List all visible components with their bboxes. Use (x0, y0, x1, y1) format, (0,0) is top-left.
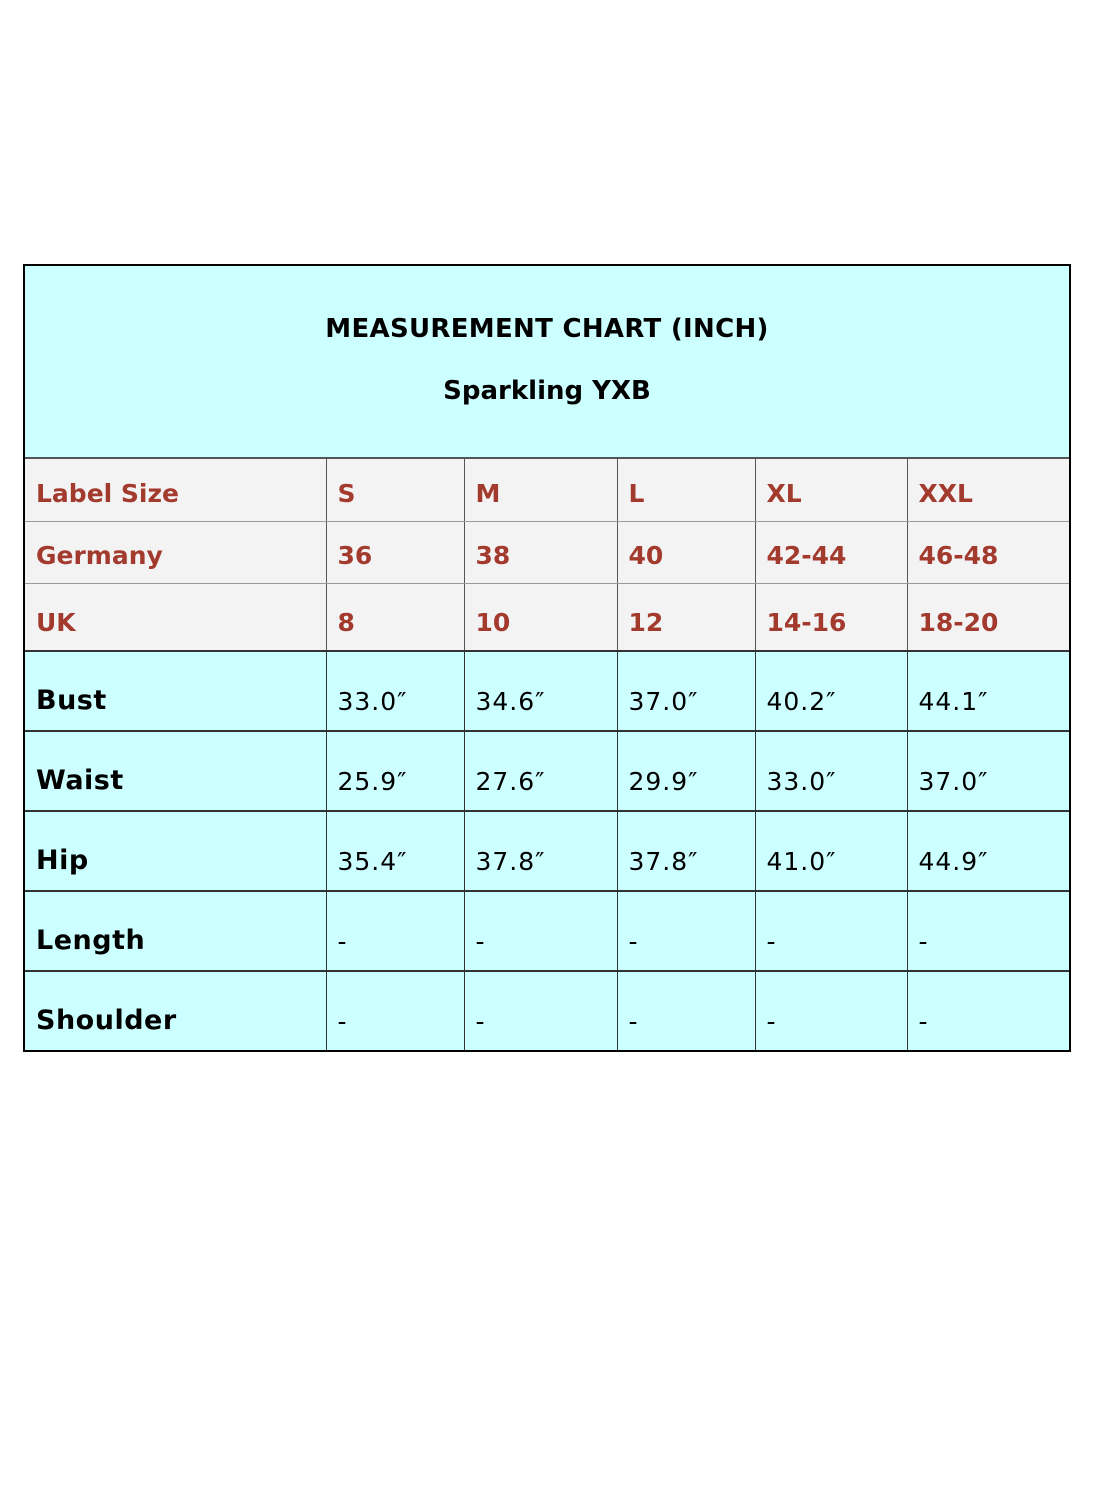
table-cell: 44.1″ (907, 651, 1069, 731)
table-cell: - (907, 891, 1069, 971)
table-cell: 36 (326, 521, 464, 583)
table-cell: - (464, 891, 617, 971)
table-cell: 41.0″ (755, 811, 907, 891)
size-row-germany (25, 521, 1069, 583)
table-cell: - (464, 971, 617, 1050)
table-cell: 37.0″ (907, 731, 1069, 811)
table-cell: 46-48 (907, 521, 1069, 583)
row-header: Label Size (25, 459, 326, 521)
table-cell: 40 (617, 521, 755, 583)
table-cell: 29.9″ (617, 731, 755, 811)
table-cell: 40.2″ (755, 651, 907, 731)
table-cell: 37.8″ (464, 811, 617, 891)
table-cell: 35.4″ (326, 811, 464, 891)
chart-header (25, 266, 1069, 459)
table-cell: 18-20 (907, 583, 1069, 651)
row-header: Germany (25, 521, 326, 583)
table-cell: 25.9″ (326, 731, 464, 811)
table-cell: 33.0″ (326, 651, 464, 731)
table-cell: - (326, 891, 464, 971)
measure-row-shoulder (25, 971, 1069, 1050)
table-cell: 27.6″ (464, 731, 617, 811)
chart-subtitle: Sparkling YXB (443, 376, 651, 406)
table-cell: 10 (464, 583, 617, 651)
table-cell: S (326, 459, 464, 521)
table-cell: - (326, 971, 464, 1050)
measure-row-length (25, 891, 1069, 971)
measure-row-bust (25, 651, 1069, 731)
size-row-uk (25, 583, 1069, 651)
table-cell: 38 (464, 521, 617, 583)
row-header: UK (25, 583, 326, 651)
row-header: Waist (25, 731, 326, 811)
table-cell: 14-16 (755, 583, 907, 651)
row-header: Shoulder (25, 971, 326, 1050)
table-cell: - (755, 971, 907, 1050)
table-cell: 37.0″ (617, 651, 755, 731)
measurement-chart (23, 264, 1071, 1052)
measure-row-waist (25, 731, 1069, 811)
table-cell: L (617, 459, 755, 521)
table-cell: 33.0″ (755, 731, 907, 811)
table-cell: XL (755, 459, 907, 521)
row-header: Bust (25, 651, 326, 731)
table-cell: 8 (326, 583, 464, 651)
chart-title: MEASUREMENT CHART (INCH) (325, 314, 769, 344)
table-cell: - (907, 971, 1069, 1050)
table-cell: - (755, 891, 907, 971)
table-cell: - (617, 971, 755, 1050)
table-cell: 44.9″ (907, 811, 1069, 891)
table-cell: - (617, 891, 755, 971)
row-header: Hip (25, 811, 326, 891)
table-cell: XXL (907, 459, 1069, 521)
measure-row-hip (25, 811, 1069, 891)
row-header: Length (25, 891, 326, 971)
table-cell: 42-44 (755, 521, 907, 583)
size-table (25, 459, 1069, 1050)
table-cell: 34.6″ (464, 651, 617, 731)
table-cell: M (464, 459, 617, 521)
table-cell: 12 (617, 583, 755, 651)
table-cell: 37.8″ (617, 811, 755, 891)
size-row-label-size (25, 459, 1069, 521)
